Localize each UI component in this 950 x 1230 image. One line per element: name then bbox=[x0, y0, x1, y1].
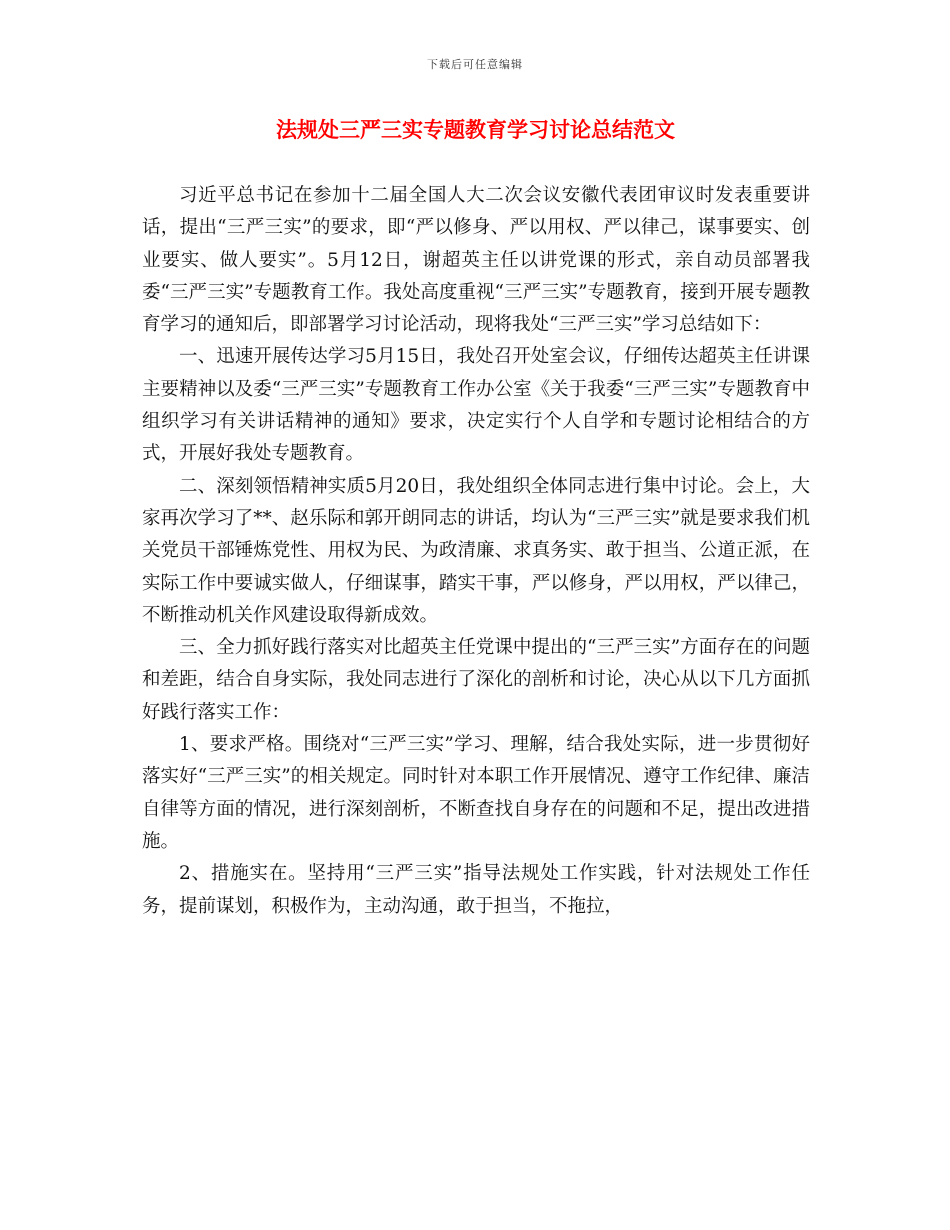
page-header-note: 下载后可任意编辑 bbox=[427, 58, 523, 71]
paragraph-section-2: 二、深刻领悟精神实质5月20日，我处组织全体同志进行集中讨论。会上，大家再次学习了**、赵乐际和郭开朗同志的讲话，均认为“三严三实”就是要求我们机关党员干部锤炼党性、用权为民、为政清廉、求真务实、敢于担当、公道正派，在实际工作中要诚实做人，仔细谋事，踏实干事，严以修身，严以用权，严以律己，不断推动机关作风建设取得新成效。 bbox=[142, 475, 810, 626]
paragraph-intro: 习近平总书记在参加十二届全国人大二次会议安徽代表团审议时发表重要讲话，提出“三严三实”的要求，即“严以修身、严以用权、严以律己，谋事要实、创业要实、做人要实”。5月12日，谢超英主任以讲党课的形式，亲自动员部署我委“三严三实”专题教育工作。我处高度重视“三严三实”专题教育，接到开展专题教育学习的通知后，即部署学习讨论活动，现将我处“三严三实”学习总结如下： bbox=[142, 185, 810, 336]
paragraph-item-2: 2、措施实在。坚持用“三严三实”指导法规处工作实践，针对法规处工作任务，提前谋划，积极作为，主动沟通，敢于担当，不拖拉， bbox=[142, 863, 810, 917]
paragraph-section-3: 三、全力抓好践行落实对比超英主任党课中提出的“三严三实”方面存在的问题和差距，结合自身实际，我处同志进行了深化的剖析和讨论，决心从以下几方面抓好践行落实工作： bbox=[142, 637, 810, 723]
paragraph-item-1: 1、要求严格。围绕对“三严三实”学习、理解，结合我处实际，进一步贯彻好落实好“三严三实”的相关规定。同时针对本职工作开展情况、遵守工作纪律、廉洁自律等方面的情况，进行深刻剖析，不断查找自身存在的问题和不足，提出改进措施。 bbox=[142, 734, 810, 852]
document-body bbox=[142, 180, 810, 923]
paragraph-section-1: 一、迅速开展传达学习5月15日，我处召开处室会议，仔细传达超英主任讲课主要精神以及委“三严三实”专题教育工作办公室《关于我委“三严三实”专题教育中组织学习有关讲话精神的通知》要求，决定实行个人自学和专题讨论相结合的方式，开展好我处专题教育。 bbox=[142, 346, 810, 465]
document-title: 法规处三严三实专题教育学习讨论总结范文 bbox=[276, 118, 675, 142]
